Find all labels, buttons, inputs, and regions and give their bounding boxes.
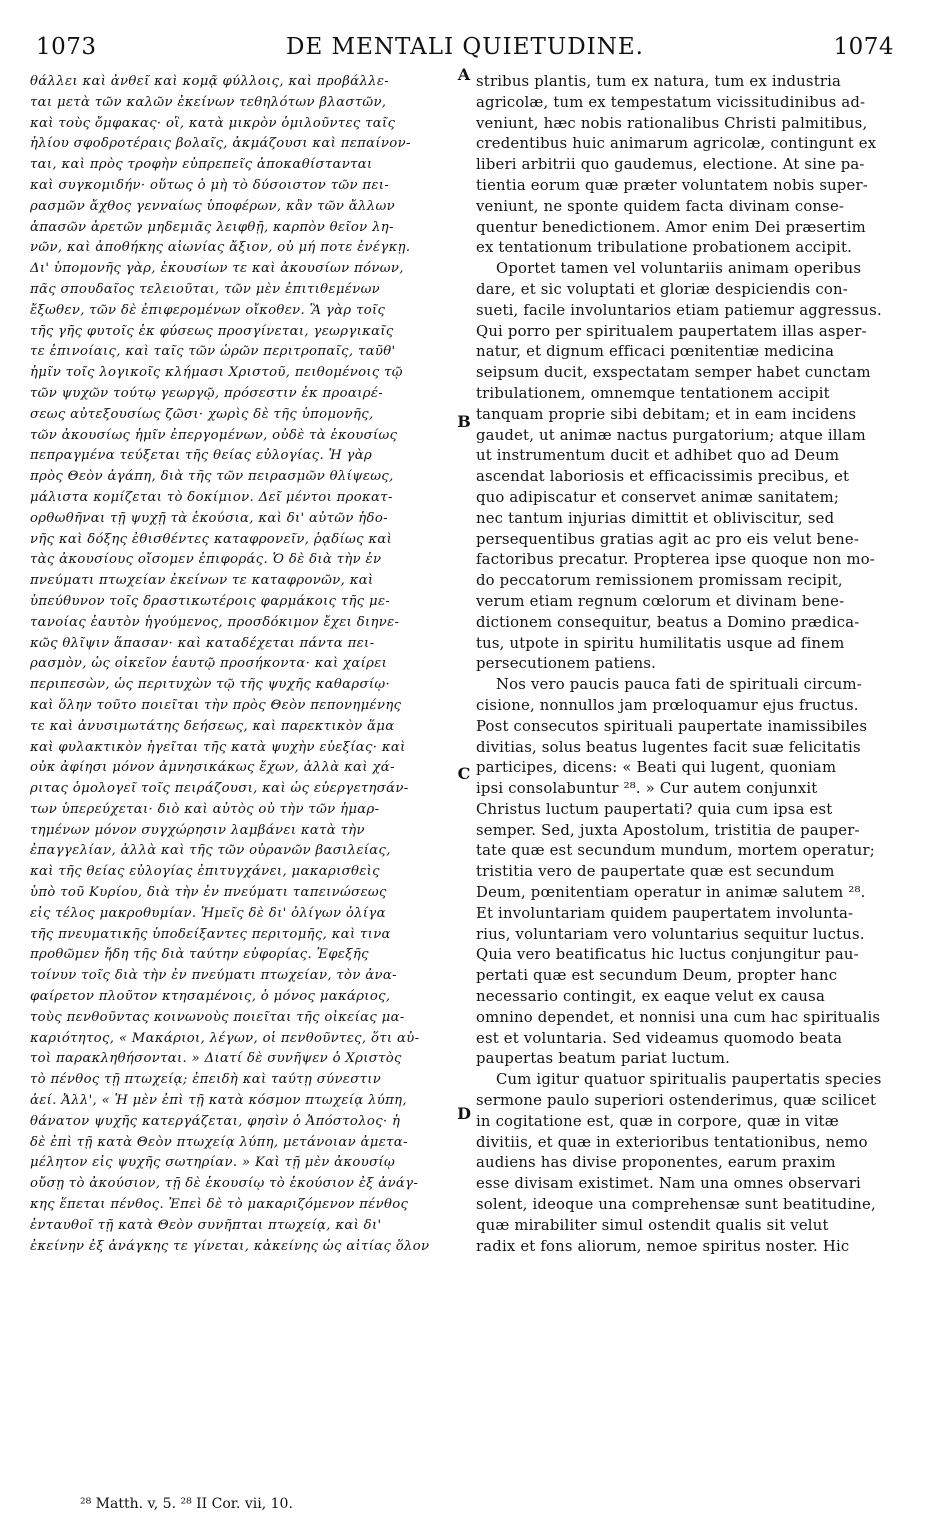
text-line: omnino dependet, et nonnisi una cum hac spiritualis bbox=[476, 1008, 881, 1026]
text-line: τοίνυν τοῖς διὰ τὴν ἐν πνεύματι πτωχείαν, τὸν ἀνα- bbox=[30, 968, 397, 984]
text-line: μέλητον εἰς ψυχῆς σωτηρίαν. » Καὶ τῇ μὲν ἀκουσίῳ bbox=[30, 1155, 396, 1171]
text-line: οὔσῃ τὸ ἀκούσιον, τῇ δὲ ἑκουσίῳ τὸ ἑκούσιον ἐξ ἀνάγ- bbox=[30, 1176, 419, 1192]
text-line: tribulationem, omnemque tentationem accipit bbox=[476, 384, 830, 402]
text-line: esse divisam existimet. Nam una omnes observari bbox=[476, 1175, 861, 1193]
text-line: dictionem consequitur, beatus a Domino prædica- bbox=[476, 613, 860, 631]
text-line: πρὸς Θεὸν ἀγάπη, διὰ τῆς τῶν πειρασμῶν θλίψεως, bbox=[30, 469, 394, 485]
margin-marker-c: C bbox=[457, 764, 471, 783]
text-line: Christus luctum paupertati? quia cum ipsa est bbox=[476, 800, 833, 818]
text-line: ex tentationum tribulatione probationem accipit. bbox=[476, 239, 853, 257]
text-line: καὶ φυλακτικὸν ἡγεῖται τῆς κατὰ ψυχὴν εὐεξίας· καὶ bbox=[30, 739, 406, 755]
text-line: καὶ τοὺς ὄμφακας· οἳ, κατὰ μικρὸν ὁμιλοῦντες ταῖς bbox=[30, 115, 396, 131]
text-line: φαίρετον πλοῦτον κτησαμένοις, ὁ μόνος μακάριος, bbox=[30, 989, 391, 1005]
text-line: ipsi consolabuntur ²⁸. » Cur autem conjunxit bbox=[476, 780, 818, 798]
text-line: tus, utpote in spiritu humilitatis usque ad finem bbox=[476, 634, 845, 652]
text-line: est et voluntaria. Sed videamus quomodo beata bbox=[476, 1029, 843, 1047]
text-line: veniunt, hæc nobis rationalibus Christi palmitibus, bbox=[476, 114, 868, 132]
text-line: ορθωθῆναι τῇ ψυχῇ τὰ ἑκούσια, καὶ δι' αὐτῶν ἡδο- bbox=[30, 510, 388, 526]
text-line: tristitia vero de paupertate quæ est secundum bbox=[476, 863, 835, 881]
text-line: verum etiam regnum cœlorum et divinam bene- bbox=[476, 592, 845, 610]
greek-column bbox=[30, 72, 450, 1257]
text-line: do peccatorum remissionem promissam recipit, bbox=[476, 572, 843, 590]
text-line: τανοίας ἑαυτὸν ἡγούμενος, προσδόκιμον ἔχει διηνε- bbox=[30, 614, 400, 630]
text-line: ται μετὰ τῶν καλῶν ἐκείνων τεθηλότων βλαστῶν, bbox=[30, 94, 387, 110]
text-line: cisione, nonnullos jam prœloquamur ejus fructus. bbox=[476, 696, 859, 714]
text-line: Cum igitur quatuor spiritualis paupertatis species bbox=[496, 1071, 882, 1089]
running-title: DE MENTALI QUIETUDINE. bbox=[286, 34, 644, 60]
text-line: πεπραγμένα τεύξεται τῆς θείας εὐλογίας. Ἡ γὰρ bbox=[30, 448, 373, 464]
text-line: tanquam proprie sibi debitam; et in eam incidens bbox=[476, 405, 857, 423]
text-line: τῆς πνευματικῆς ὑποδείξαντες περιτομῆς, καὶ τινα bbox=[30, 926, 391, 942]
text-line: Δι' ὑπομονῆς γὰρ, ἑκουσίων τε καὶ ἀκουσίων πόνων, bbox=[30, 261, 404, 277]
text-line: θάνατον ψυχῆς κατεργάζεται, φησὶν ὁ Ἀπόστολος· ἡ bbox=[30, 1113, 401, 1129]
text-line: τοὶ παρακληθήσονται. » Διατί δὲ συνῆψεν ὁ Χριστὸς bbox=[30, 1051, 402, 1067]
page-header bbox=[36, 34, 894, 64]
text-line: stribus plantis, tum ex natura, tum ex industria bbox=[476, 73, 842, 90]
text-line: persequentibus gratias agit ac pro eis velut bene- bbox=[476, 530, 860, 548]
text-line: factoribus precatur. Propterea ipse quoque non mo- bbox=[476, 551, 875, 569]
text-line: κης ἕπεται πένθος. Ἐπεὶ δὲ τὸ μακαριζόμενον πένθος bbox=[30, 1197, 409, 1213]
text-line: Post consecutos spirituali paupertate inamissibiles bbox=[476, 717, 868, 735]
text-line: divitiis, et quæ in exterioribus tentationibus, nemo bbox=[476, 1133, 868, 1151]
text-line: tate quæ est secundum mundum, mortem operatur; bbox=[476, 842, 875, 860]
text-line: Oportet tamen vel voluntariis animam operibus bbox=[496, 260, 862, 278]
text-line: participes, dicens: « Beati qui lugent, quoniam bbox=[476, 759, 837, 777]
text-line: ἐπαγγελίαν, ἀλλὰ καὶ τῆς τῶν οὐρανῶν βασιλείας, bbox=[30, 843, 391, 859]
text-line: Nos vero paucis pauca fati de spirituali circum- bbox=[496, 676, 862, 694]
text-line: tientia eorum quæ præter voluntatem nobis super- bbox=[476, 176, 868, 194]
text-line: νῆς καὶ δόξης ἐθισθέντες καταφρονεῖν, ῥᾳδίως καὶ bbox=[30, 531, 393, 547]
text-line: ἔξωθεν, τῶν δὲ ἐπιφερομένων οἴκοθεν. Ἃ γὰρ τοῖς bbox=[30, 302, 386, 318]
text-line: ὑπεύθυνον τοῖς δραστικωτέροις φαρμάκοις τῆς με- bbox=[30, 593, 391, 609]
text-line: pertati quæ est secundum Deum, propter hanc bbox=[476, 967, 838, 985]
text-line: quæ mirabiliter simul ostendit qualis sit velut bbox=[476, 1216, 829, 1234]
text-line: νῶν, καὶ ἀποθήκης αἰωνίας ἄξιον, οὐ μή ποτε ἐνέγκῃ. bbox=[30, 240, 411, 256]
text-line: πᾶς σπουδαῖος τελειοῦται, τῶν μὲν ἐπιτιθεμένων bbox=[30, 281, 381, 297]
text-line: sueti, facile involuntarios etiam patiemur aggressus. bbox=[476, 301, 882, 319]
text-line: gaudet, ut animæ nactus purgatorium; atque illam bbox=[476, 426, 866, 444]
text-line: Et involuntariam quidem paupertatem involunta- bbox=[476, 904, 854, 922]
text-line: radix et fons aliorum, nemoe spiritus noster. Hic bbox=[476, 1237, 850, 1255]
text-line: sermone paulo superiori ostenderimus, quæ scilicet bbox=[476, 1092, 877, 1110]
footnotes: ²⁸ Matth. v, 5. ²⁸ II Cor. vii, 10. bbox=[80, 1496, 293, 1512]
text-line: divitias, solus beatus lugentes facit suæ felicitatis bbox=[476, 738, 861, 756]
text-line: natur, et dignum efficaci pœnitentiæ medicina bbox=[476, 343, 835, 361]
text-line: ἡμῖν τοῖς λογικοῖς κλήμασι Χριστοῦ, πειθομένοις τῷ bbox=[30, 365, 403, 381]
text-line: quentur benedictionem. Amor enim Dei præsertim bbox=[476, 218, 866, 236]
text-line: paupertas beatum pariat luctum. bbox=[476, 1050, 730, 1068]
text-line: dare, et sic voluptati et gloriæ despiciendis con- bbox=[476, 280, 848, 298]
text-line: θάλλει καὶ ἀνθεῖ καὶ κομᾷ φύλλοις, καὶ προβάλλε- bbox=[30, 74, 390, 89]
text-line: τὰς ἀκουσίους οἴσομεν ἐπιφοράς. Ὁ δὲ διὰ τὴν ἐν bbox=[30, 552, 382, 568]
text-line: τοὺς πενθοῦντας κοινωνοὺς ποιεῖται τῆς οἰκείας μα- bbox=[30, 1009, 405, 1025]
text-line: τημένων μόνον συγχώρησιν λαμβάνει κατὰ τὴν bbox=[30, 822, 365, 838]
column-number-right: 1074 bbox=[833, 34, 894, 60]
text-line: in cogitatione est, quæ in corpore, quæ in vitæ bbox=[476, 1112, 839, 1130]
text-line: agricolæ, tum ex tempestatum vicissitudinibus ad- bbox=[476, 93, 866, 111]
text-line: veniunt, ne sponte quidem facta divinam conse- bbox=[476, 197, 845, 215]
text-line: credentibus huic animarum agricolæ, contingunt ex bbox=[476, 135, 877, 153]
text-line: ρασμὸν, ὡς οἰκεῖον ἑαυτῷ προσήκοντα· καὶ χαίρει bbox=[30, 656, 388, 672]
text-line: καὶ συγκομιδήν· οὕτως ὁ μὴ τὸ δύσοιστον τῶν πει- bbox=[30, 177, 390, 193]
text-line: quo adipiscatur et conservet animæ sanitatem; bbox=[476, 488, 840, 506]
text-line: προθῶμεν ἤδη τῆς διὰ ταύτην εὐφορίας. Ἐφεξῆς bbox=[30, 947, 369, 963]
text-line: semper. Sed, juxta Apostolum, tristitia de pauper- bbox=[476, 821, 860, 839]
text-line: rius, voluntariam vero voluntarius sequitur luctus. bbox=[476, 925, 865, 943]
text-line: Deum, pœnitentiam operatur in animæ salutem ²⁸. bbox=[476, 884, 866, 902]
text-line: nec tantum injurias dimittit et obliviscitur, sed bbox=[476, 509, 835, 527]
text-line: ρασμῶν ἄχθος γενναίως ὑποφέρων, κἂν τῶν ἄλλων bbox=[30, 198, 395, 214]
text-line: τὸ πένθος τῇ πτωχείᾳ; ἐπειδὴ καὶ ταύτῃ σύνεστιν bbox=[30, 1072, 382, 1088]
text-line: ἐνταυθοῖ τῇ κατὰ Θεὸν συνῆπται πτωχείᾳ, καὶ δι' bbox=[30, 1217, 382, 1233]
text-line: necessario contingit, ex eaque velut ex causa bbox=[476, 988, 825, 1006]
text-line: ut instrumentum ducit et adhibet quo ad Deum bbox=[476, 447, 840, 465]
text-line: solent, ideoque una comprehensæ sunt beatitudine, bbox=[476, 1196, 876, 1214]
text-line: μάλιστα κομίζεται τὸ δοκίμιον. Δεῖ μέντοι προκατ- bbox=[30, 489, 393, 505]
text-line: οὐκ ἀφίησι μόνον ἀμνησικάκως ἔχων, ἀλλὰ καὶ χά- bbox=[30, 760, 395, 776]
text-line: πνεύματι πτωχείαν ἐκείνων τε καταφρονῶν, καὶ bbox=[30, 573, 374, 589]
text-line: audiens has divise proponentes, earum praxim bbox=[476, 1154, 836, 1172]
text-line: liberi arbitrii quo gaudemus, electione. At sine pa- bbox=[476, 156, 865, 174]
margin-marker-a: A bbox=[457, 65, 471, 84]
text-line: ascendat laboriosis et efficacissimis precibus, et bbox=[476, 468, 850, 486]
text-line: τῶν ψυχῶν τούτῳ γεωργῷ, πρόσεστιν ἐκ προαιρέ- bbox=[30, 385, 384, 401]
text-line: τε καὶ ἀνυσιμωτάτης δεήσεως, καὶ παρεκτικὸν ἅμα bbox=[30, 718, 395, 734]
margin-marker-b: B bbox=[457, 412, 471, 431]
text-line: persecutionem patiens. bbox=[476, 655, 657, 673]
text-line: seipsum ducit, exspectatam semper habet cunctam bbox=[476, 364, 871, 382]
text-line: Quia vero beatificatus hic luctus conjungitur pau- bbox=[476, 946, 859, 964]
column-number-left: 1073 bbox=[36, 34, 97, 60]
text-line: δὲ ἐπὶ τῇ κατὰ Θεὸν πτωχείᾳ λύπη, μετάνοιαν ἀμετα- bbox=[30, 1134, 408, 1150]
margin-marker-d: D bbox=[457, 1104, 471, 1123]
text-line: περιπεσὼν, ὡς περιτυχὼν τῷ τῆς ψυχῆς καθαρσίῳ· bbox=[30, 677, 391, 693]
text-line: κῶς θλῖψιν ἅπασαν· καὶ καταδέχεται πάντα πει- bbox=[30, 635, 375, 651]
text-line: Qui porro per spiritualem paupertatem illas asper- bbox=[476, 322, 867, 340]
text-line: ἐκείνην ἐξ ἀνάγκης τε γίνεται, κἀκείνης ὡς αἰτίας ὅλον bbox=[30, 1238, 430, 1254]
text-line: τῶν ἀκουσίως ἡμῖν ἐπεργομένων, οὐδὲ τὰ ἑκουσίως bbox=[30, 427, 398, 443]
text-line: σεως αὐτεξουσίως ζῶσι· χωρὶς δὲ τῆς ὑπομονῆς, bbox=[30, 406, 374, 422]
text-line: ριτας ὁμολογεῖ τοῖς πειράζουσι, καὶ ὡς εὐεργετησάν- bbox=[30, 781, 409, 797]
text-line: των ὑπερεύχεται· διὸ καὶ αὐτὸς οὐ τὴν τῶν ἡμαρ- bbox=[30, 801, 380, 817]
text-line: ἡλίου σφοδροτέραις βολαῖς, ἀκμάζουσι καὶ πεπαίνον- bbox=[30, 136, 411, 152]
latin-column bbox=[476, 72, 894, 1257]
text-line: τε ἐπινοίαις, καὶ ταῖς τῶν ὡρῶν περιτροπαῖς, ταῦθ' bbox=[30, 344, 396, 360]
text-line: καὶ ὅλην τοῦτο ποιεῖται τὴν πρὸς Θεὸν πεπονημένης bbox=[30, 697, 402, 713]
text-line: καὶ τῆς θείας εὐλογίας ἐπιτυγχάνει, μακαρισθεὶς bbox=[30, 864, 380, 880]
text-line: καριότητος, « Μακάριοι, λέγων, οἱ πενθοῦντες, ὅτι αὐ- bbox=[30, 1030, 420, 1046]
text-line: τῆς γῆς φυτοῖς ἐκ φύσεως προσγίνεται, γεωργικαῖς bbox=[30, 323, 394, 339]
text-line: ἁπασῶν ἀρετῶν μηδεμιᾶς λειφθῇ, καρπὸν θεῖον λη- bbox=[30, 219, 394, 235]
text-line: ὑπὸ τοῦ Κυρίου, διὰ τὴν ἐν πνεύματι ταπεινώσεως bbox=[30, 885, 387, 901]
text-line: ται, καὶ πρὸς τροφὴν εὐπρεπεῖς ἀποκαθίστανται bbox=[30, 157, 373, 173]
text-line: εἰς τέλος μακροθυμίαν. Ἡμεῖς δὲ δι' ὀλίγων ὀλίγα bbox=[30, 905, 386, 921]
text-line: ἀεί. Ἀλλ', « Ἡ μὲν ἐπὶ τῇ κατὰ κόσμον πτωχείᾳ λύπη, bbox=[30, 1093, 407, 1109]
